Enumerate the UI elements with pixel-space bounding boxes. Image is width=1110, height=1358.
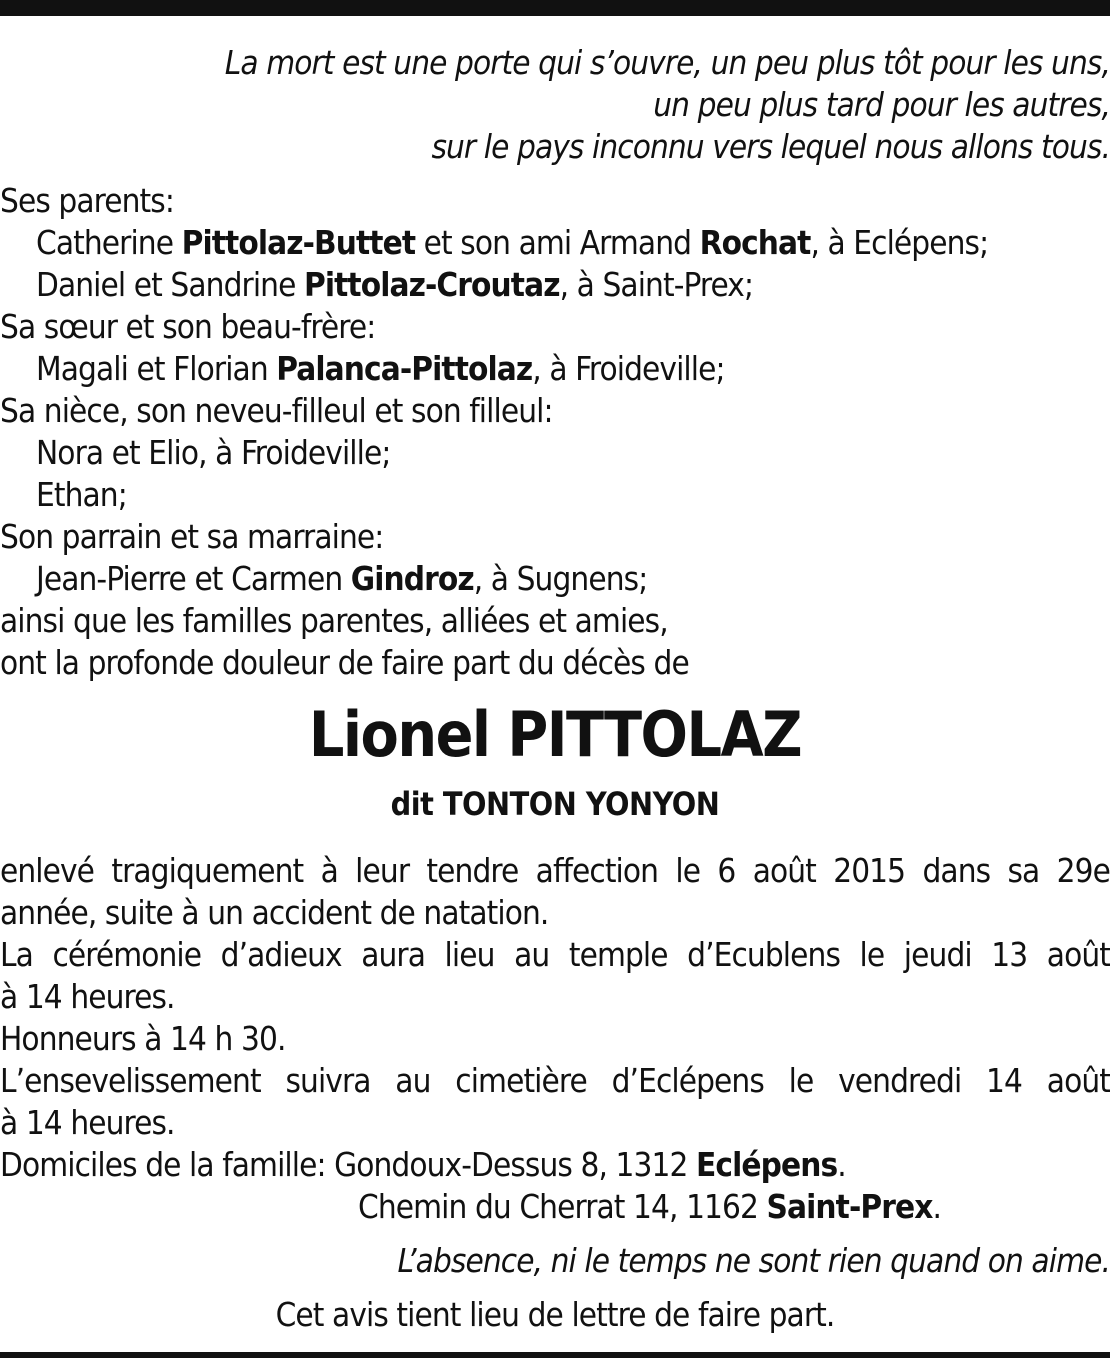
epigraph-line-2: un peu plus tard pour les autres, (653, 85, 1110, 124)
others-line: ainsi que les familles parentes, alliées et amies, (0, 601, 668, 640)
surname: Rochat (699, 223, 811, 262)
domicile-label: Domiciles de la famille: (0, 1145, 335, 1184)
detail-line-1a: enlevé tragiquement à leur tendre affection le 6 août 2015 dans sa 29e (0, 851, 1110, 890)
niece-heading: Sa nièce, son neveu-filleul et son filleul: (0, 391, 553, 430)
top-border-rule (0, 0, 1110, 16)
honneurs-line: Honneurs à 14 h 30. (0, 1019, 286, 1058)
surname: Gindroz (350, 559, 474, 598)
surname: Pittolaz-Buttet (181, 223, 416, 262)
domicile-line-2: Chemin du Cherrat 14, 1162 Saint-Prex. (358, 1187, 942, 1226)
closing-notice: Cet avis tient lieu de lettre de faire part. (275, 1295, 835, 1334)
sister-heading: Sa sœur et son beau-frère: (0, 307, 376, 346)
domicile-line-1: Domiciles de la famille: Gondoux-Dessus 8, 1312 Eclépens. (0, 1145, 846, 1184)
detail-line-1b: année, suite à un accident de natation. (0, 893, 549, 932)
parents-heading: Ses parents: (0, 181, 174, 220)
ceremony-line-a: La cérémonie d’adieux aura lieu au temple d’Ecublens le jeudi 13 août (0, 935, 1110, 974)
godson-line: Ethan; (36, 475, 127, 514)
city: Eclépens (696, 1145, 838, 1184)
godparents-heading: Son parrain et sa marraine: (0, 517, 384, 556)
announcement-line: ont la profonde douleur de faire part du décès de (0, 643, 689, 682)
godparents-line: Jean-Pierre et Carmen Gindroz, à Sugnens; (36, 559, 648, 598)
surname: Pittolaz-Croutaz (304, 265, 560, 304)
parent-line-2: Daniel et Sandrine Pittolaz-Croutaz, à Saint-Prex; (36, 265, 754, 304)
ceremony-line-b: à 14 heures. (0, 977, 175, 1016)
surname: Palanca-Pittolaz (276, 349, 533, 388)
burial-line-b: à 14 heures. (0, 1103, 175, 1142)
bottom-border-rule (0, 1352, 1110, 1358)
epigraph-line-1: La mort est une porte qui s’ouvre, un peu plus tôt pour les uns, (224, 43, 1110, 82)
deceased-nickname: dit TONTON YONYON (390, 785, 720, 823)
niece-line: Nora et Elio, à Froideville; (36, 433, 391, 472)
closing-quote: L’absence, ni le temps ne sont rien quand on aime. (397, 1241, 1110, 1280)
sister-line: Magali et Florian Palanca-Pittolaz, à Froideville; (36, 349, 725, 388)
deceased-name: Lionel PITTOLAZ (308, 698, 802, 771)
city: Saint-Prex (766, 1187, 933, 1226)
parent-line-1: Catherine Pittolaz-Buttet et son ami Armand Rochat, à Eclépens; (36, 223, 989, 262)
epigraph-line-3: sur le pays inconnu vers lequel nous allons tous. (431, 127, 1110, 166)
burial-line-a: L’ensevelissement suivra au cimetière d’Eclépens le vendredi 14 août (0, 1061, 1110, 1100)
